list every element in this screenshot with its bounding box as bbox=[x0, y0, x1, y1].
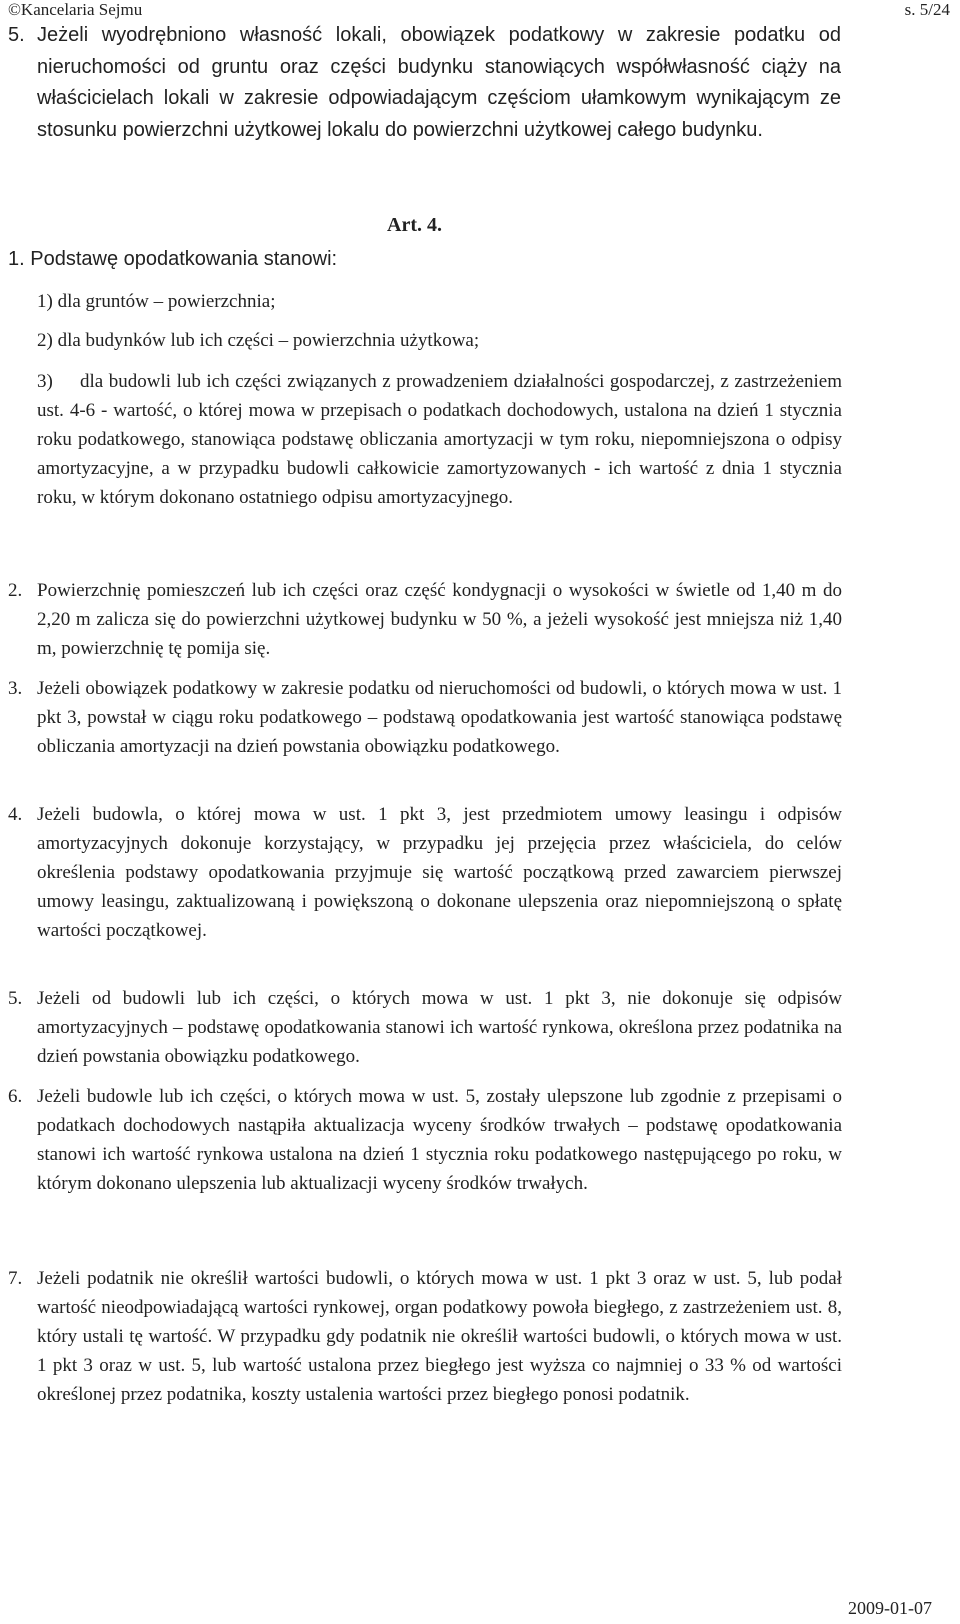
list-item-3-text: dla budowli lub ich części związanych z prowadzeniem działalności gospodarczej, z zastrzeżeniem ust. 4-6 - wartość, o której mowa w przepisach o podatkach dochodowych, ustalona na dzień 1 stycznia roku podatkowego, stanowiąca podstawę obliczania amortyzacji w tym roku, niepomniejszona o odpisy amortyzacyjne, a w przypadku budowli całkowicie zamortyzowanych - ich wartość z dnia 1 stycznia roku, w którym dokonano ostatniego odpisu amortyzacyjnego. bbox=[37, 371, 842, 508]
section-5-number: 5. bbox=[8, 24, 25, 46]
paragraph-4-text: Jeżeli budowla, o której mowa w ust. 1 pkt 3, jest przedmiotem umowy leasingu i odpisów amortyzacyjnych dokonuje korzystający, w przypadku jej przejęcia przez właściciela, do celów określenia podstawy opodatkowania przyjmuje się wartość początkową przed zawarciem pierwszej umowy leasingu, zaktualizowaną i powiększoną o dokonane ulepszenia oraz niepomniejszoną o spłatę wartości początkowej. bbox=[37, 804, 842, 941]
paragraph-2-number: 2. bbox=[8, 580, 23, 601]
list-item-1: 1) dla gruntów – powierzchnia; bbox=[37, 291, 276, 312]
section-5-text: Jeżeli wyodrębniono własność lokali, obowiązek podatkowy w zakresie podatku od nieruchomości od gruntu oraz części budynku stanowiących współwłasność ciąży na właścicielach lokali w zakresie odpowiadającym częściom ułamkowym wynikającym ze stosunku powierzchni użytkowej lokalu do powierzchni użytkowej całego budynku. bbox=[37, 24, 841, 141]
paragraph-3-number: 3. bbox=[8, 678, 23, 699]
footer-date: 2009-01-07 bbox=[848, 1598, 932, 1618]
paragraph-4-number: 4. bbox=[8, 804, 23, 825]
paragraph-7-number: 7. bbox=[8, 1268, 23, 1289]
header-page-number: s. 5/24 bbox=[904, 0, 950, 19]
paragraph-2-text: Powierzchnię pomieszczeń lub ich części oraz część kondygnacji o wysokości w świetle od 1,40 m do 2,20 m zalicza się do powierzchni użytkowej budynku w 50 %, a jeżeli wysokość jest mniejsza niż 1,40 m, powierzchnię tę pomija się. bbox=[37, 580, 842, 659]
paragraph-6-text: Jeżeli budowle lub ich części, o których mowa w ust. 5, zostały ulepszone lub zgodnie z przepisami o podatkach dochodowych nastąpiła aktualizacja wyceny środków trwałych – podstawę opodatkowania stanowi ich wartość rynkowa ustalona na dzień 1 stycznia roku podatkowego następującego po roku, w którym dokonano ulepszenia lub aktualizacji wyceny środków trwałych. bbox=[37, 1086, 842, 1194]
header-source: ©Kancelaria Sejmu bbox=[8, 0, 143, 19]
paragraph-5-text: Jeżeli od budowli lub ich części, o których mowa w ust. 1 pkt 3, nie dokonuje się odpisów amortyzacyjnych – podstawę opodatkowania stanowi ich wartość rynkowa, określona przez podatnika na dzień powstania obowiązku podatkowego. bbox=[37, 988, 842, 1067]
article-heading: Art. 4. bbox=[387, 214, 442, 236]
article-paragraph-1-intro: 1. Podstawę opodatkowania stanowi: bbox=[8, 248, 338, 270]
paragraph-6-number: 6. bbox=[8, 1086, 23, 1107]
list-item-2: 2) dla budynków lub ich części – powierzchnia użytkowa; bbox=[37, 330, 480, 351]
paragraph-7-text: Jeżeli podatnik nie określił wartości budowli, o których mowa w ust. 1 pkt 3 oraz w ust. 5, lub podał wartość nieodpowiadającą wartości rynkowej, organ podatkowy powoła biegłego, z zastrzeżeniem ust. 8, który ustali tę wartość. W przypadku gdy podatnik nie określił wartości budowli, o których mowa w ust. 1 pkt 3 oraz w ust. 5, lub wartość ustalona przez biegłego jest wyższa co najmniej o 33 % od wartości określonej przez podatnika, koszty ustalenia wartości przez biegłego ponosi podatnik. bbox=[37, 1268, 842, 1405]
paragraph-3-text: Jeżeli obowiązek podatkowy w zakresie podatku od nieruchomości od budowli, o których mowa w ust. 1 pkt 3, powstał w ciągu roku podatkowego – podstawą opodatkowania jest wartość stanowiąca podstawę obliczania amortyzacji na dzień powstania obowiązku podatkowego. bbox=[37, 678, 842, 757]
paragraph-5-number: 5. bbox=[8, 988, 23, 1009]
list-item-3-number: 3) bbox=[37, 371, 53, 392]
